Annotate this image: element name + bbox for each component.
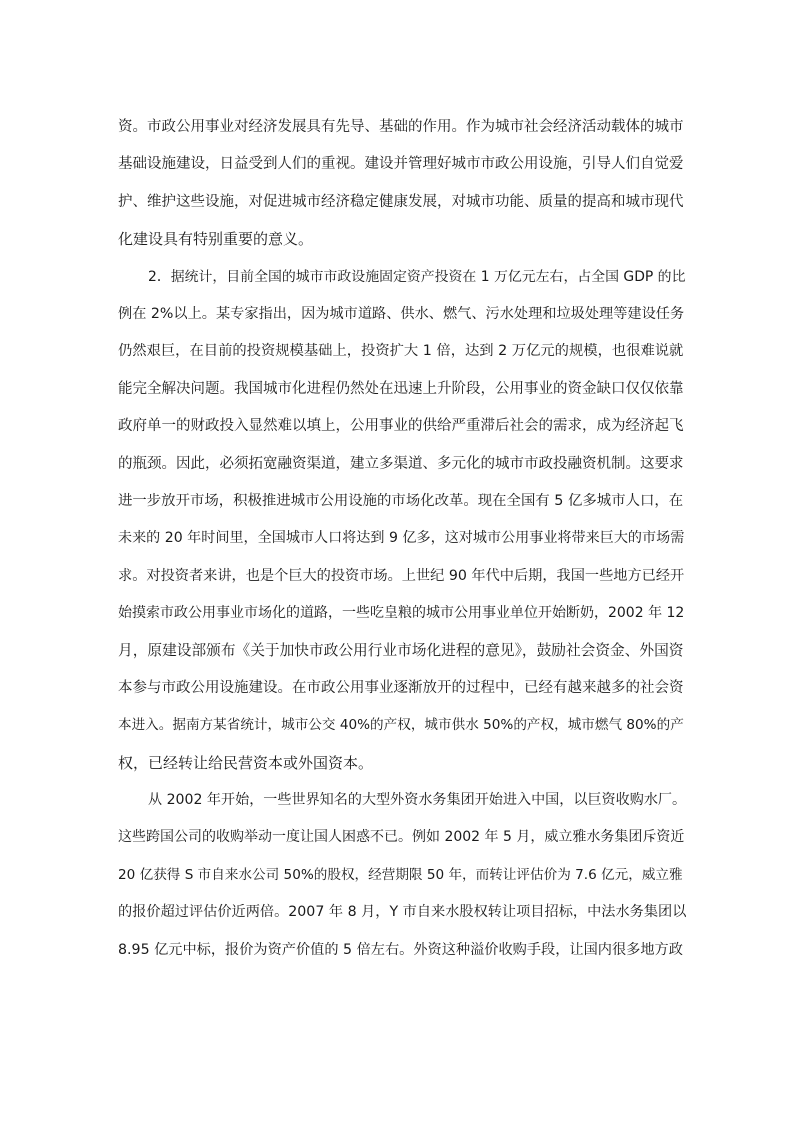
text-line: 仍然艰巨，在目前的投资规模基础上，投资扩大 1 倍，达到 2 万亿元的规模，也很难说就: [118, 343, 684, 360]
text-line: 未来的 20 年时间里，全国城市人口将达到 9 亿多，这对城市公用事业将带来巨大的市场需: [118, 530, 685, 547]
text-line: 求。对投资者来讲，也是个巨大的投资市场。上世纪 90 年代中后期，我国一些地方已经开: [118, 567, 685, 584]
paragraph-start-line: 2．据统计，目前全国的城市市政设施固定资产投资在 1 万亿元左右，占全国 GDP 的比: [148, 268, 686, 285]
text-line: 的瓶颈。因此，必须拓宽融资渠道，建立多渠道、多元化的城市市政投融资机制。这要求: [118, 455, 684, 472]
text-line: 本参与市政公用设施建设。在市政公用事业逐渐放开的过程中，已经有越来越多的社会资: [118, 679, 684, 696]
paragraph-start-line: 从 2002 年开始，一些世界知名的大型外资水务集团开始进入中国，以巨资收购水厂。: [148, 792, 686, 809]
text-line: 权，已经转让给民营资本或外国资本。: [118, 753, 374, 772]
text-line: 月，原建设部颁布《关于加快市政公用行业市场化进程的意见》，鼓励社会资金、外国资: [118, 642, 684, 660]
text-line: 资。市政公用事业对经济发展具有先导、基础的作用。作为城市社会经济活动载体的城市: [118, 119, 684, 135]
body-text: [118, 109, 686, 969]
text-line: 例在 2%以上。某专家指出，因为城市道路、供水、燃气、污水处理和垃圾处理等建设任务: [118, 305, 685, 322]
text-line: 护、维护这些设施，对促进城市经济稳定健康发展，对城市功能、质量的提高和城市现代: [118, 193, 684, 210]
text-line: 本进入。据南方某省统计，城市公交 40%的产权，城市供水 50%的产权，城市燃气 80%的产: [118, 717, 684, 734]
text-line: 化建设具有特别重要的意义。: [118, 230, 314, 249]
text-line: 基础设施建设，日益受到人们的重视。建设并管理好城市市政公用设施，引导人们自觉爱: [118, 156, 684, 173]
text-line: 进一步放开市场，积极推进城市公用设施的市场化改革。现在全国有 5 亿多城市人口，在: [118, 492, 684, 509]
text-line: 8.95 亿元中标，报价为资产价值的 5 倍左右。外资这种溢价收购手段，让国内很多地方政: [118, 941, 683, 958]
text-line: 始摸索市政公用事业市场化的道路，一些吃皇粮的城市公用事业单位开始断奶，2002 年 12: [118, 605, 685, 622]
text-line: 政府单一的财政投入显然难以填上，公用事业的供给严重滞后社会的需求，成为经济起飞: [118, 418, 684, 435]
text-line: 的报价超过评估价近两倍。2007 年 8 月，Y 市自来水股权转让项目招标，中法水务集团以: [118, 904, 686, 921]
text-line: 这些跨国公司的收购举动一度让国人困惑不已。例如 2002 年 5 月，威立雅水务集团斥资近: [118, 829, 685, 846]
text-line: 20 亿获得 S 市自来水公司 50%的股权，经营期限 50 年，而转让评估价为 7.6 亿元，威立雅: [118, 866, 683, 883]
text-line: 能完全解决问题。我国城市化进程仍然处在迅速上升阶段，公用事业的资金缺口仅仅依靠: [118, 380, 684, 397]
